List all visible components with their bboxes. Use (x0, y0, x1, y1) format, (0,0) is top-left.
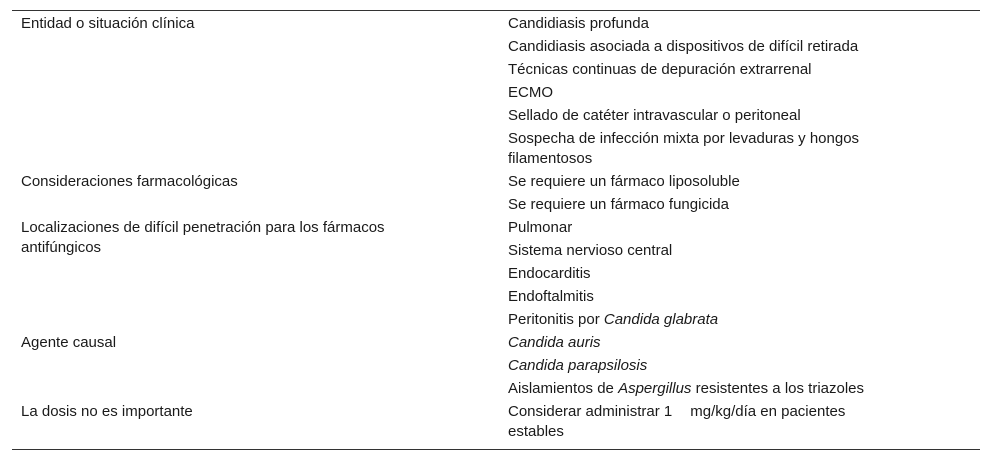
item-text: resistentes a los triazoles (691, 380, 865, 397)
item-cell (508, 60, 980, 83)
item-cell (508, 14, 980, 37)
criteria-table-body (12, 14, 980, 445)
item-text: Aislamientos de (508, 380, 619, 397)
item-text: Candidiasis asociada a dispositivos de difícil retirada (508, 38, 859, 55)
item-text: ECMO (508, 84, 553, 101)
item-text: mg/kg/día en pacientes estables (508, 403, 846, 440)
item-text: Se requiere un fármaco fungicida (508, 196, 729, 213)
item-text: Sospecha de infección mixta por levaduras y hongos filamentosos (508, 130, 860, 167)
criteria-table (12, 10, 980, 450)
table-row (12, 172, 980, 195)
item-cell (508, 37, 980, 60)
item-cell (508, 333, 980, 356)
item-text: Sistema nervioso central (508, 242, 673, 259)
item-text: Considerar administrar 1 (508, 403, 673, 420)
item-cell (508, 287, 980, 310)
item-text: Técnicas continuas de depuración extrarrenal (508, 61, 812, 78)
italic-term: Candida auris (508, 334, 601, 351)
item-cell (508, 83, 980, 106)
item-cell (508, 241, 980, 264)
table-row (12, 333, 980, 356)
item-text: Sellado de catéter intravascular o peritoneal (508, 107, 801, 124)
italic-term: Candida parapsilosis (508, 357, 648, 374)
item-cell (508, 402, 980, 445)
table-row (12, 402, 980, 445)
italic-term: Candida glabrata (603, 311, 719, 328)
category-cell: Agente causal (21, 334, 117, 351)
item-cell (508, 172, 980, 195)
table-row (12, 14, 980, 37)
category-cell: Consideraciones farmacológicas (21, 173, 238, 190)
item-text: Peritonitis por (508, 311, 604, 328)
table-row (12, 218, 980, 241)
item-cell (508, 195, 980, 218)
item-text: Se requiere un fármaco liposoluble (508, 173, 740, 190)
item-text: Candidiasis profunda (508, 15, 649, 32)
item-text: Endoftalmitis (508, 288, 594, 305)
item-cell (508, 379, 980, 402)
item-text: Endocarditis (508, 265, 591, 282)
italic-term: Aspergillus (618, 380, 692, 397)
item-cell (508, 129, 980, 172)
item-text: Pulmonar (508, 219, 573, 236)
item-cell (508, 218, 980, 241)
category-cell: Localizaciones de difícil penetración para los fármacos antifúngicos (21, 219, 385, 256)
category-cell: Entidad o situación clínica (21, 15, 195, 32)
item-cell (508, 264, 980, 287)
item-cell (508, 356, 980, 379)
item-cell (508, 106, 980, 129)
item-cell (508, 310, 980, 333)
category-cell: La dosis no es importante (21, 403, 193, 420)
